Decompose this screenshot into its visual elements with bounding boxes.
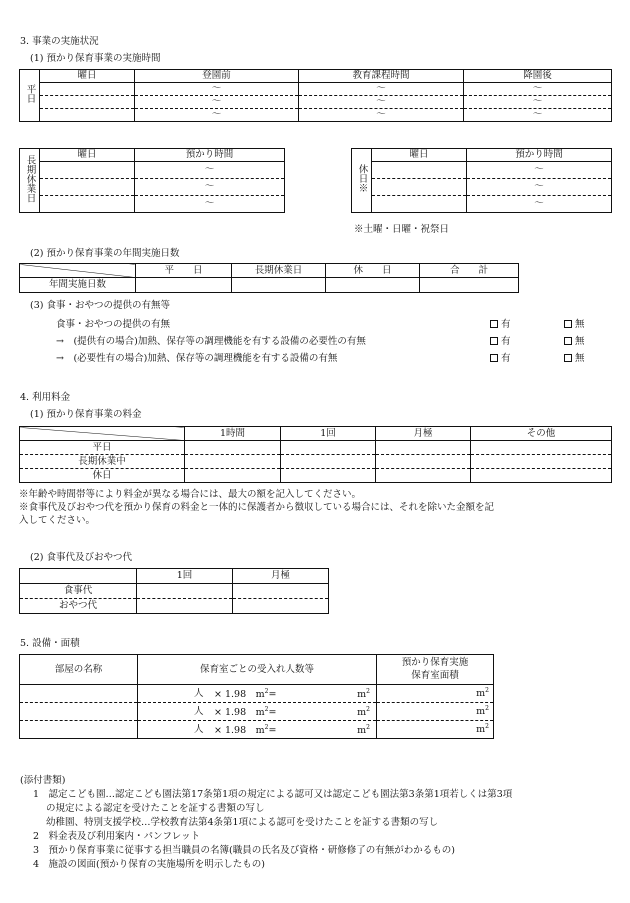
time-range-cell[interactable]: 〜 xyxy=(135,195,285,212)
capacity-calc-cell[interactable]: 人 × 1.98 $m^2=$ $m^2$ xyxy=(138,685,377,703)
time-range-cell[interactable]: 〜 xyxy=(467,178,612,195)
facility-table xyxy=(19,654,494,739)
col-header: 曜日 xyxy=(40,70,135,83)
meal-row-label: 食事・おやつの提供の有無 xyxy=(56,319,171,330)
fee-table xyxy=(19,426,612,483)
input-cell[interactable] xyxy=(233,599,329,614)
fee-note: ※年齢や時間帯等により料金が異なる場合には、最大の額を記入してください。 xyxy=(19,489,362,500)
room-name-input[interactable] xyxy=(20,685,138,703)
yes-checkbox[interactable]: 有 xyxy=(490,319,511,331)
col-header: 休 日 xyxy=(326,264,420,278)
input-cell[interactable] xyxy=(233,584,329,599)
row-label: おやつ代 xyxy=(20,599,137,614)
attachments-title: (添付書類) xyxy=(20,775,66,786)
row-label: 年間実施日数 xyxy=(20,278,136,293)
section-5-title: 5. 設備・面積 xyxy=(20,638,80,649)
col-header: 月極 xyxy=(233,569,329,584)
section-4-2-title: (2) 食事代及びおやつ代 xyxy=(30,552,132,563)
col-header: 平 日 xyxy=(136,264,232,278)
capacity-calc-cell[interactable]: 人 × 1.98 $m^2=$ $m^2$ xyxy=(138,703,377,721)
row-label: 長期休業中 xyxy=(20,455,185,469)
attachment-item: 4 施設の図面(預かり保育の実施場所を明示したもの) xyxy=(33,859,265,870)
time-range-cell[interactable]: 〜 xyxy=(467,161,612,178)
time-range-cell[interactable]: 〜 xyxy=(135,161,285,178)
time-range-cell[interactable]: 〜 xyxy=(467,195,612,212)
section-3-3-title: (3) 食事・おやつの提供の有無等 xyxy=(30,300,170,311)
area-input[interactable]: $m^2$ xyxy=(377,703,494,721)
col-header: 曜日 xyxy=(372,149,467,162)
input-cell[interactable] xyxy=(372,161,467,178)
input-cell[interactable] xyxy=(136,278,232,293)
attachment-item: 幼稚園、特別支援学校…学校教育法第4条第1項による認可を受けたことを証する書類の写し xyxy=(46,817,439,828)
time-range-cell[interactable]: 〜 xyxy=(299,108,464,121)
area-input[interactable]: $m^2$ xyxy=(377,721,494,739)
long-holiday-row-label: 長期休業日 xyxy=(20,149,40,213)
col-header: 1回 xyxy=(137,569,233,584)
input-cell[interactable] xyxy=(137,599,233,614)
col-header: 教育課程時間 xyxy=(299,70,464,83)
diagonal-header-cell xyxy=(20,427,185,441)
diagonal-header-cell xyxy=(20,264,136,278)
time-range-cell[interactable]: 〜 xyxy=(135,82,299,95)
room-name-input[interactable] xyxy=(20,703,138,721)
row-label: 休日 xyxy=(20,469,185,483)
col-header: 保育室ごとの受入れ人数等 xyxy=(138,655,377,685)
annual-days-table xyxy=(19,263,519,293)
col-header: 預かり時間 xyxy=(467,149,612,162)
col-header: 月極 xyxy=(376,427,471,441)
time-range-cell[interactable]: 〜 xyxy=(135,95,299,108)
input-cell[interactable] xyxy=(326,278,420,293)
area-input[interactable]: $m^2$ xyxy=(377,685,494,703)
input-cell[interactable] xyxy=(281,455,376,469)
attachment-item: 2 料金表及び利用案内・パンフレット xyxy=(33,831,201,842)
input-cell[interactable] xyxy=(471,441,612,455)
input-cell[interactable] xyxy=(372,195,467,212)
col-header: 預かり時間 xyxy=(135,149,285,162)
room-name-input[interactable] xyxy=(20,721,138,739)
input-cell[interactable] xyxy=(40,195,135,212)
section-4-1-title: (1) 預かり保育事業の料金 xyxy=(30,409,142,420)
col-header: 合 計 xyxy=(420,264,519,278)
input-cell[interactable] xyxy=(232,278,326,293)
input-cell[interactable] xyxy=(281,469,376,483)
section-4-title: 4. 利用料金 xyxy=(20,392,71,403)
meal-fee-table xyxy=(19,568,329,614)
input-cell[interactable] xyxy=(372,178,467,195)
meal-row-label: → (提供有の場合)加熱、保存等の調理機能を有する設備の必要性の有無 xyxy=(56,336,366,347)
col-header: 長期休業日 xyxy=(232,264,326,278)
input-cell[interactable] xyxy=(471,455,612,469)
time-range-cell[interactable]: 〜 xyxy=(135,108,299,121)
fee-note: ※食事代及びおやつ代を預かり保育の料金と一体的に保護者から徴収している場合には、それを除いた金額を記 xyxy=(19,502,495,513)
time-range-cell[interactable]: 〜 xyxy=(464,108,612,121)
col-header: 降園後 xyxy=(464,70,612,83)
no-checkbox[interactable]: 無 xyxy=(564,353,585,365)
col-header: 曜日 xyxy=(40,149,135,162)
input-cell[interactable] xyxy=(40,178,135,195)
no-checkbox[interactable]: 無 xyxy=(564,336,585,348)
holiday-row-label: 休日※ xyxy=(352,149,372,213)
weekday-row-label: 平日 xyxy=(20,70,40,122)
input-cell[interactable] xyxy=(137,584,233,599)
header-blank-cell xyxy=(20,569,137,584)
holiday-note: ※土曜・日曜・祝祭日 xyxy=(354,224,450,235)
input-cell[interactable] xyxy=(40,95,135,108)
input-cell[interactable] xyxy=(185,469,281,483)
row-label: 食事代 xyxy=(20,584,137,599)
attachment-item: の規定による認定を受けたことを証する書類の写し xyxy=(46,803,265,814)
input-cell[interactable] xyxy=(376,455,471,469)
input-cell[interactable] xyxy=(376,469,471,483)
input-cell[interactable] xyxy=(185,455,281,469)
weekday-hours-table xyxy=(19,69,612,122)
input-cell[interactable] xyxy=(376,441,471,455)
input-cell[interactable] xyxy=(471,469,612,483)
no-checkbox[interactable]: 無 xyxy=(564,319,585,331)
section-3-title: 3. 事業の実施状況 xyxy=(20,36,99,47)
time-range-cell[interactable]: 〜 xyxy=(464,95,612,108)
input-cell[interactable] xyxy=(281,441,376,455)
input-cell[interactable] xyxy=(40,108,135,121)
input-cell[interactable] xyxy=(185,441,281,455)
time-range-cell[interactable]: 〜 xyxy=(299,82,464,95)
attachment-item: 1 認定こども園…認定こども園法第17条第1項の規定による認可又は認定こども園法第3条第1項若しくは第3項 xyxy=(33,789,513,800)
long-holiday-hours-table xyxy=(19,148,285,213)
section-3-2-title: (2) 預かり保育事業の年間実施日数 xyxy=(30,248,180,259)
col-header: 預かり保育実施 保育室面積 xyxy=(377,655,494,685)
col-header: その他 xyxy=(471,427,612,441)
section-3-1-title: (1) 預かり保育事業の実施時間 xyxy=(30,53,161,64)
row-label: 平日 xyxy=(20,441,185,455)
attachment-item: 3 預かり保育事業に従事する担当職員の名簿(職員の氏名及び資格・研修修了の有無がわかるもの) xyxy=(33,845,455,856)
meal-row-label: → (必要性有の場合)加熱、保存等の調理機能を有する設備の有無 xyxy=(56,353,338,364)
time-range-cell[interactable]: 〜 xyxy=(464,82,612,95)
col-header: 部屋の名称 xyxy=(20,655,138,685)
col-header: 1時間 xyxy=(185,427,281,441)
time-range-cell[interactable]: 〜 xyxy=(135,178,285,195)
yes-checkbox[interactable]: 有 xyxy=(490,336,511,348)
capacity-calc-cell[interactable]: 人 × 1.98 $m^2=$ $m^2$ xyxy=(138,721,377,739)
input-cell[interactable] xyxy=(40,161,135,178)
col-header: 1回 xyxy=(281,427,376,441)
input-cell[interactable] xyxy=(420,278,519,293)
input-cell[interactable] xyxy=(40,82,135,95)
yes-checkbox[interactable]: 有 xyxy=(490,353,511,365)
col-header: 登園前 xyxy=(135,70,299,83)
holiday-hours-table xyxy=(351,148,612,213)
fee-note: 入してください。 xyxy=(19,515,96,526)
time-range-cell[interactable]: 〜 xyxy=(299,95,464,108)
